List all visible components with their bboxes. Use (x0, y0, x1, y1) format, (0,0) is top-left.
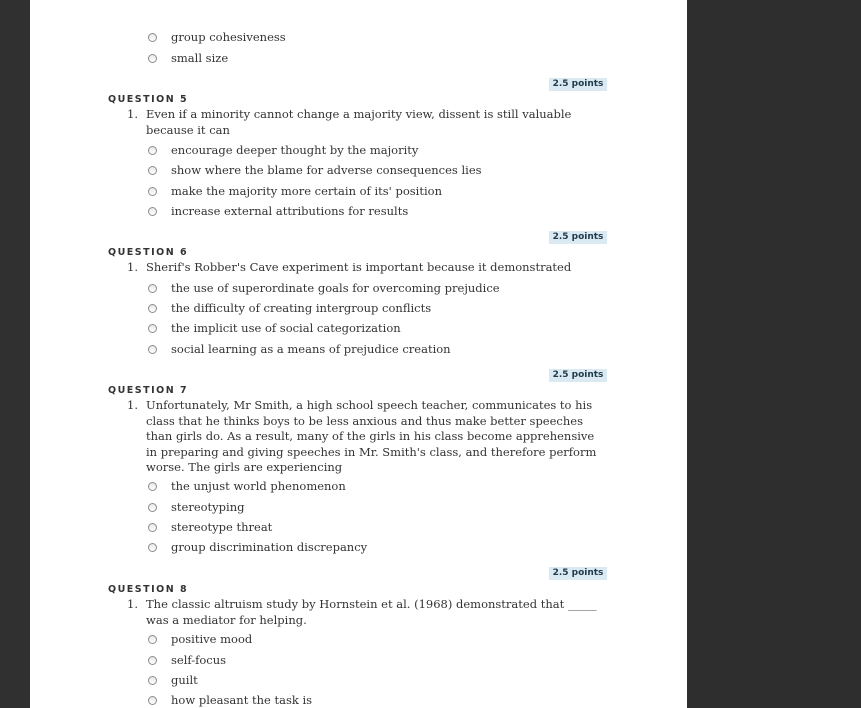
option-label: increase external attributions for results (171, 204, 409, 218)
option-label: small size (171, 51, 229, 65)
option-label: stereotype threat (171, 520, 273, 534)
q4-option-1[interactable] (148, 27, 286, 47)
radio-button-icon[interactable] (148, 656, 157, 665)
radio-button-icon[interactable] (148, 635, 157, 644)
q6-label: QUESTION 6 (108, 247, 189, 258)
radio-button-icon[interactable] (148, 696, 157, 705)
q7-option-2[interactable] (148, 497, 244, 517)
option-label: group discrimination discrepancy (171, 540, 368, 554)
q7-text: Unfortunately, Mr Smith, a high school speech teacher, communicates to his class that he thinks boys to be less anxious and thus make better speeches than girls do. As a result, many of the girls in his class become apprehensive in preparing and giving speeches in Mr. Smith's class, and therefore perform worse. The girls are experiencing (146, 398, 597, 474)
q8-option-2[interactable] (148, 650, 226, 670)
q6-points-badge: 2.5 points (549, 231, 607, 244)
radio-button-icon[interactable] (148, 345, 157, 354)
q4-option-2[interactable] (148, 48, 228, 68)
radio-button-icon[interactable] (148, 207, 157, 216)
q5-text: Even if a minority cannot change a majority view, dissent is still valuable because it can (146, 107, 572, 137)
q8-option-3[interactable] (148, 670, 198, 690)
q8-number: 1. (127, 597, 138, 611)
q6-option-2[interactable] (148, 298, 431, 318)
option-label: how pleasant the task is (171, 693, 313, 707)
q7-option-3[interactable] (148, 517, 272, 537)
radio-button-icon[interactable] (148, 523, 157, 532)
q7-option-1[interactable] (148, 476, 346, 496)
q5-option-2[interactable] (148, 160, 482, 180)
option-label: encourage deeper thought by the majority (171, 143, 419, 157)
option-label: social learning as a means of prejudice creation (171, 342, 451, 356)
q5-label: QUESTION 5 (108, 94, 189, 105)
q5-option-1[interactable] (148, 140, 418, 160)
q7-points-badge: 2.5 points (549, 369, 607, 382)
q7-number: 1. (127, 398, 138, 412)
option-label: stereotyping (171, 500, 245, 514)
option-label: the difficulty of creating intergroup conflicts (171, 301, 432, 315)
radio-button-icon[interactable] (148, 304, 157, 313)
q5-option-3[interactable] (148, 181, 442, 201)
option-label: group cohesiveness (171, 30, 286, 44)
q6-option-3[interactable] (148, 318, 401, 338)
q6-option-1[interactable] (148, 278, 500, 298)
option-label: the use of superordinate goals for overcoming prejudice (171, 281, 500, 295)
radio-button-icon[interactable] (148, 146, 157, 155)
option-label: the unjust world phenomenon (171, 479, 346, 493)
q8-option-4[interactable] (148, 690, 312, 708)
option-label: the implicit use of social categorization (171, 321, 401, 335)
option-label: positive mood (171, 632, 253, 646)
q8-option-1[interactable] (148, 629, 252, 649)
option-label: make the majority more certain of its' position (171, 184, 442, 198)
q5-number: 1. (127, 107, 138, 121)
q6-number: 1. (127, 260, 138, 274)
option-label: self-focus (171, 653, 227, 667)
q6-text: Sherif's Robber's Cave experiment is important because it demonstrated (146, 260, 572, 274)
radio-button-icon[interactable] (148, 284, 157, 293)
radio-button-icon[interactable] (148, 33, 157, 42)
q7-label: QUESTION 7 (108, 385, 189, 396)
right-margin (687, 0, 861, 708)
quiz-page[interactable] (30, 0, 687, 708)
radio-button-icon[interactable] (148, 676, 157, 685)
q8-text: The classic altruism study by Hornstein et al. (1968) demonstrated that _____ was a mediator for helping. (146, 597, 597, 627)
q5-points-badge: 2.5 points (549, 78, 607, 91)
q7-option-4[interactable] (148, 537, 367, 557)
radio-button-icon[interactable] (148, 543, 157, 552)
radio-button-icon[interactable] (148, 187, 157, 196)
radio-button-icon[interactable] (148, 54, 157, 63)
q8-points-badge: 2.5 points (549, 567, 607, 580)
q5-option-4[interactable] (148, 201, 408, 221)
left-margin (0, 0, 30, 708)
radio-button-icon[interactable] (148, 482, 157, 491)
option-label: show where the blame for adverse consequences lies (171, 163, 482, 177)
option-label: guilt (171, 673, 198, 687)
radio-button-icon[interactable] (148, 503, 157, 512)
q8-label: QUESTION 8 (108, 584, 189, 595)
radio-button-icon[interactable] (148, 166, 157, 175)
q6-option-4[interactable] (148, 339, 451, 359)
radio-button-icon[interactable] (148, 324, 157, 333)
